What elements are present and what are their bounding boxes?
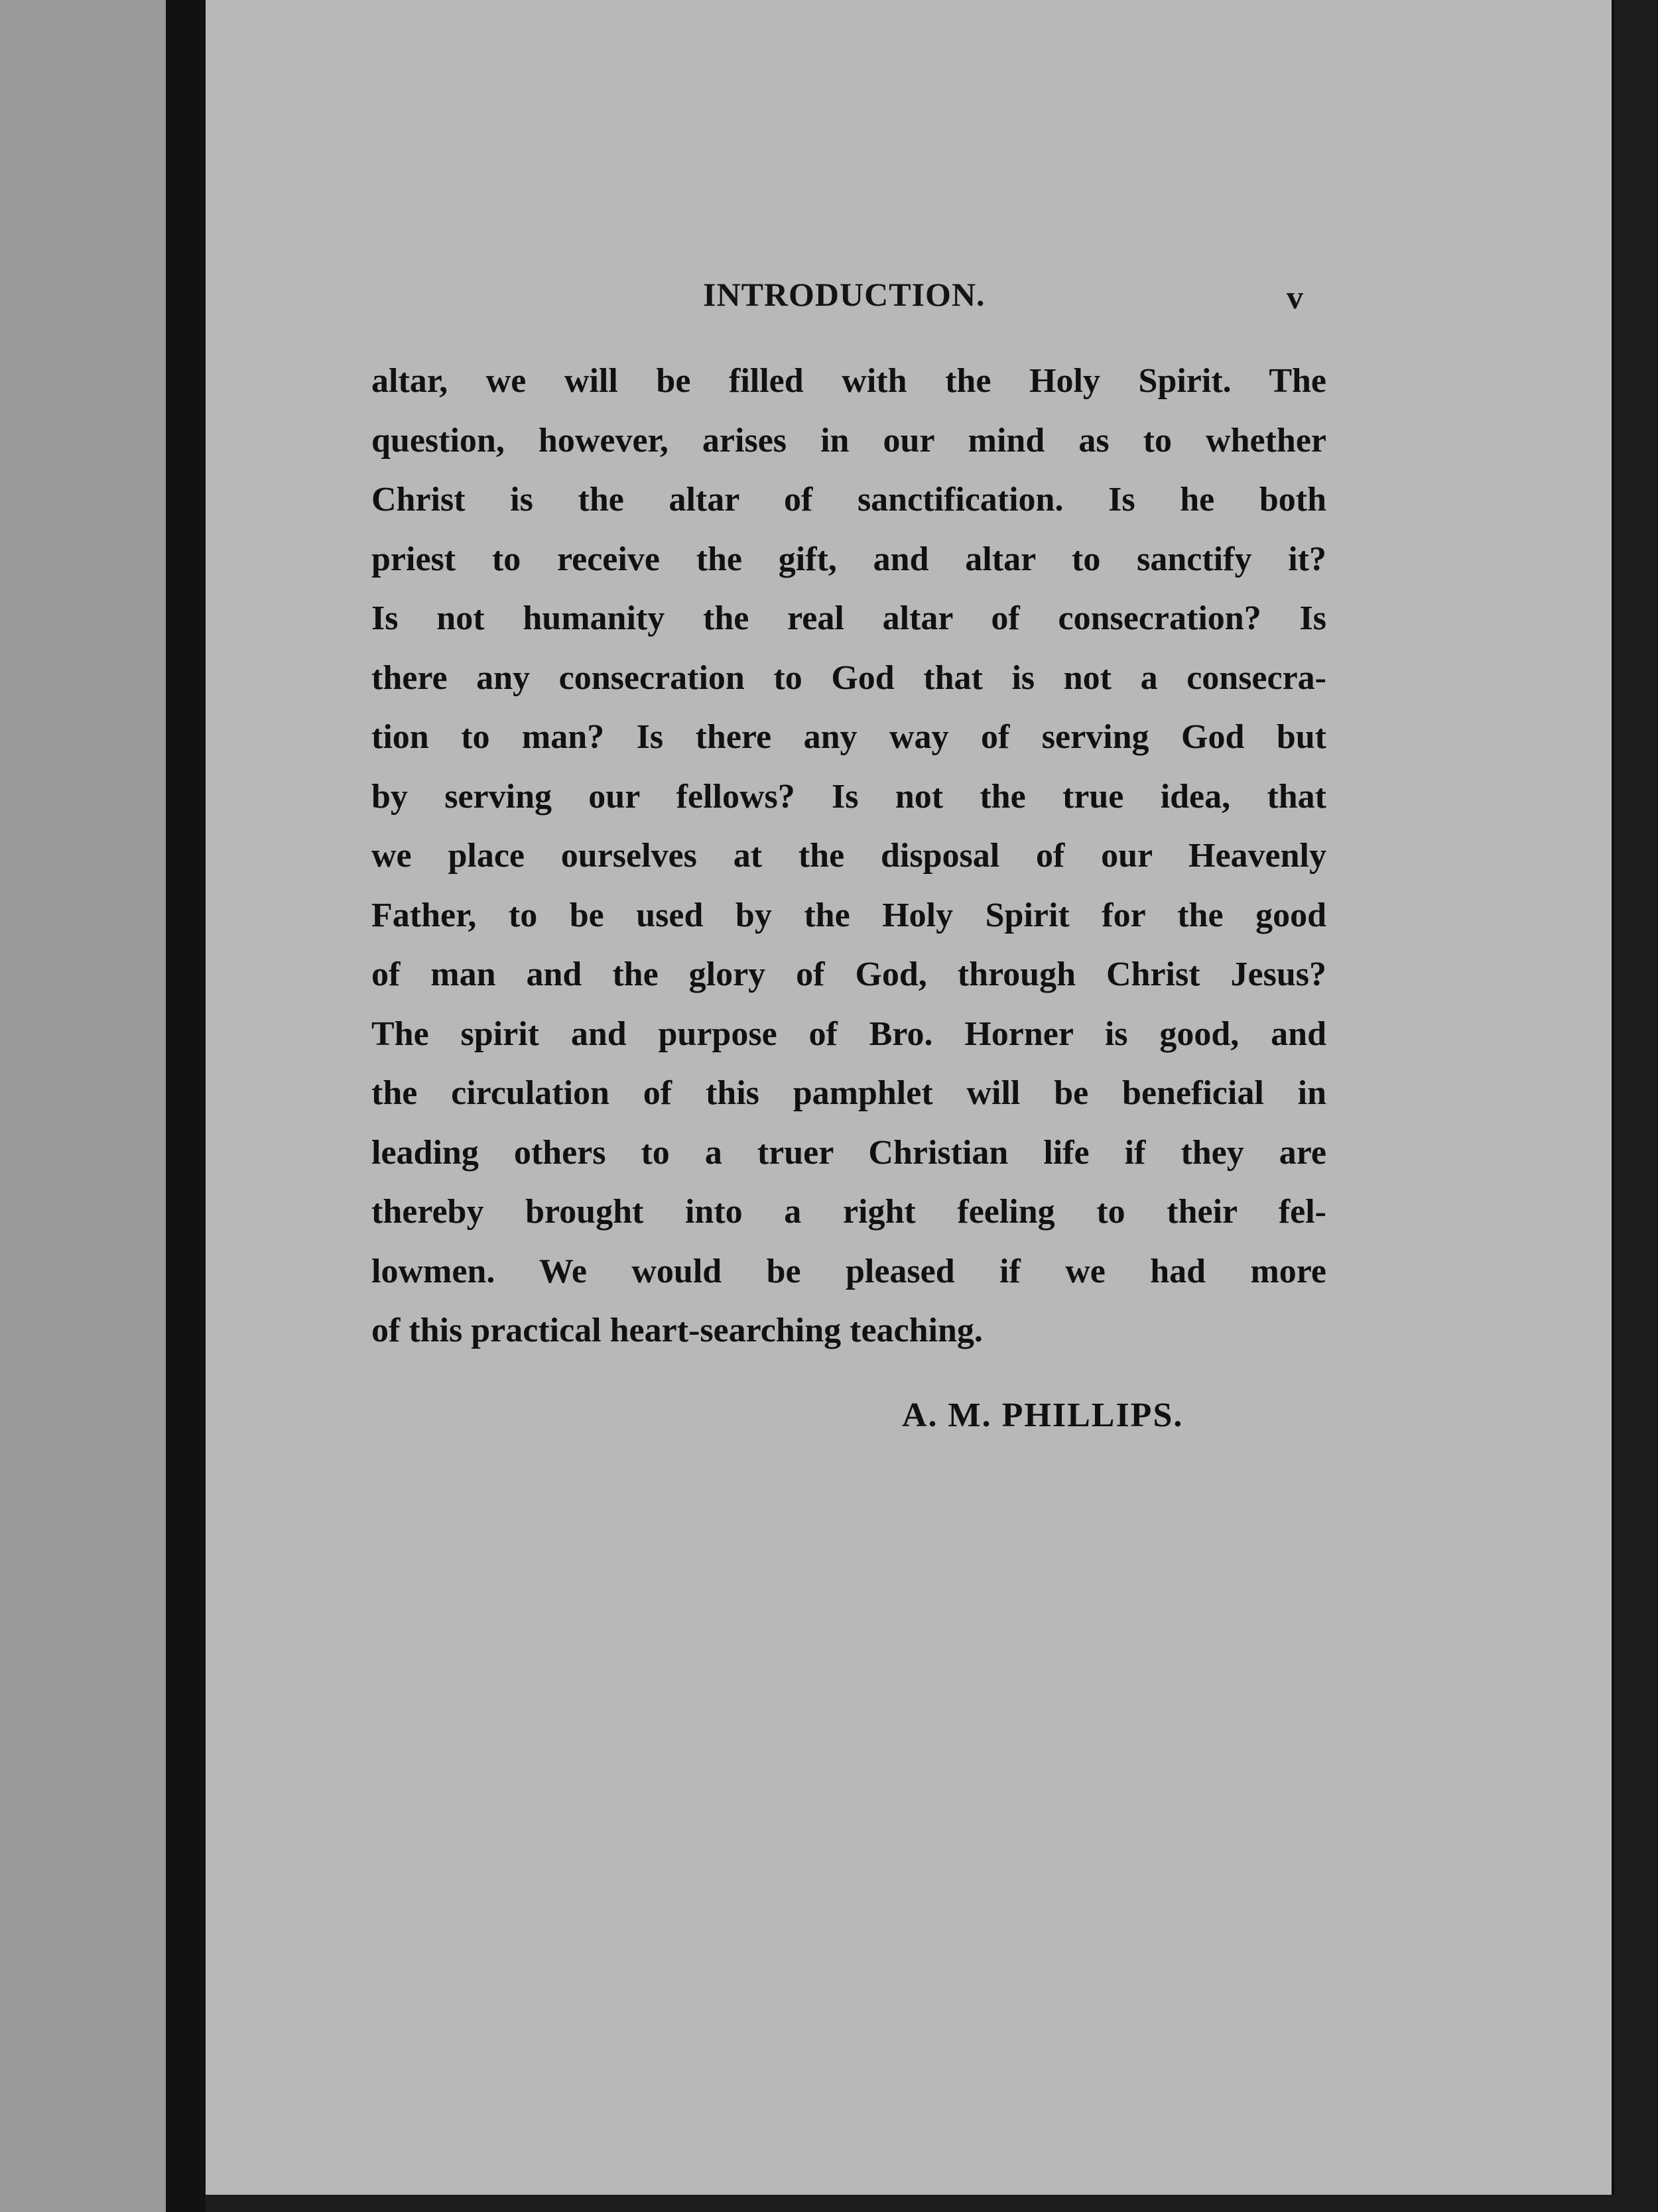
- text-line: of this practical heart-searching teaching.: [371, 1312, 983, 1349]
- text-line: question, however, arises in our mind as to whether: [371, 421, 1326, 460]
- book-page: [206, 0, 1614, 2195]
- text-line: The spirit and purpose of Bro. Horner is good, and: [371, 1014, 1326, 1053]
- page-header: [206, 269, 1532, 322]
- text-line: Is not humanity the real altar of consecration? Is: [371, 599, 1326, 637]
- body-text: [371, 351, 1326, 1361]
- text-line: Father, to be used by the Holy Spirit for the good: [371, 896, 1326, 934]
- text-line: leading others to a truer Christian life if they are: [371, 1133, 1326, 1172]
- author-signature: A. M. PHILLIPS.: [902, 1396, 1184, 1434]
- running-title: INTRODUCTION.: [703, 276, 986, 313]
- page-number: v: [1287, 278, 1303, 316]
- text-line: altar, we will be filled with the Holy Spirit. The: [371, 362, 1326, 400]
- text-line: by serving our fellows? Is not the true idea, that: [371, 777, 1326, 816]
- left-margin: [0, 0, 166, 2212]
- text-line: there any consecration to God that is not a consecra-: [371, 658, 1326, 697]
- text-line: thereby brought into a right feeling to their fel-: [371, 1193, 1326, 1231]
- text-line: we place ourselves at the disposal of our Heavenly: [371, 837, 1326, 875]
- text-line: lowmen. We would be pleased if we had more: [371, 1252, 1326, 1290]
- binding-edge: [166, 0, 206, 2212]
- text-line: the circulation of this pamphlet will be beneficial in: [371, 1074, 1326, 1112]
- text-line: of man and the glory of God, through Christ Jesus?: [371, 955, 1326, 993]
- text-line: priest to receive the gift, and altar to sanctify it?: [371, 540, 1326, 578]
- text-line: tion to man? Is there any way of serving God but: [371, 718, 1326, 756]
- text-line: Christ is the altar of sanctification. Is he both: [371, 481, 1326, 519]
